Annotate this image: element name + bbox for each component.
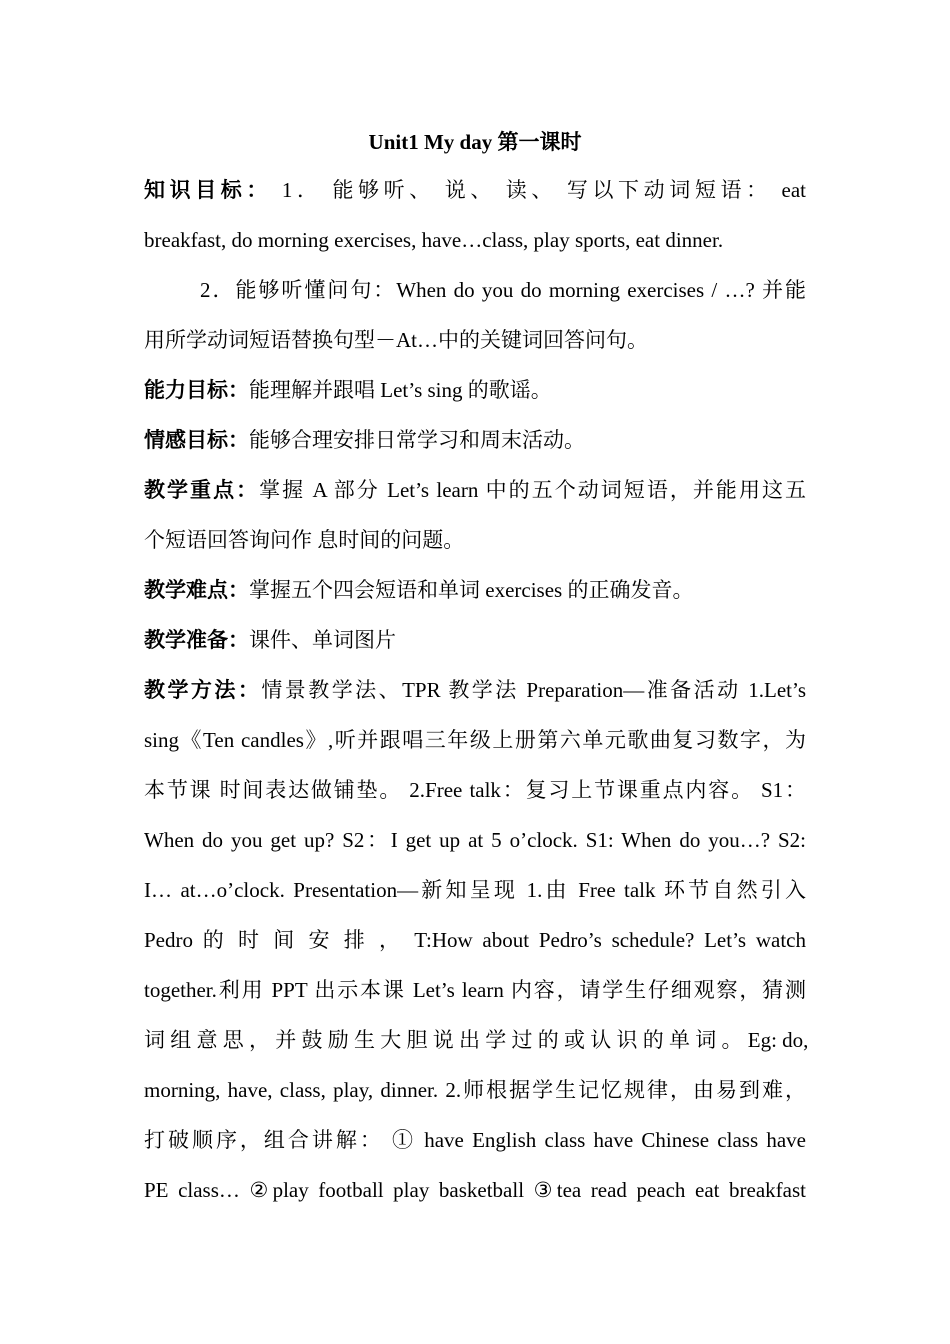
text-line-knowledge-goal	[144, 174, 806, 206]
text-line: When do you get up? S2：I get up at 5 o’clock. S1: When do you…? S2:	[144, 828, 806, 852]
line-text: 掌握五个四会短语和单词 exercises 的正确发音。	[249, 578, 694, 602]
label-methods: 教学方法：	[144, 678, 262, 702]
text-line: 用所学动词短语替换句型－At…中的关键词回答问句。	[144, 328, 648, 352]
text-line: Pedro 的 时 间 安 排 ， T:How about Pedro’s schedule? Let’s watch	[144, 928, 806, 952]
label-knowledge-goal: 知识目标：	[144, 178, 273, 202]
line-text: 课件、单词图片	[249, 628, 396, 652]
label-emotion-goal: 情感目标：	[144, 428, 249, 452]
line-text: 情景教学法、TPR 教学法 Preparation—准备活动 1.Let’s	[261, 678, 806, 702]
line-text: 1． 能够听、 说、 读、 写以下动词短语： eat	[272, 178, 807, 202]
text-line-difficulties	[144, 574, 806, 606]
text-line: together.利用 PPT 出示本课 Let’s learn 内容，请学生仔细观察，猜测	[144, 978, 806, 1002]
text-line: morning, have, class, play, dinner. 2.师根据学生记忆规律，由易到难，	[144, 1078, 806, 1102]
text-line: I… at…o’clock. Presentation—新知呈现 1.由 Free talk 环节自然引入	[144, 878, 806, 902]
text-line: 打破顺序，组合讲解： ① have English class have Chinese class have	[144, 1128, 806, 1152]
label-difficulties: 教学难点：	[144, 578, 249, 602]
label-ability-goal: 能力目标：	[144, 378, 249, 402]
text-line: 个短语回答询问作 息时间的问题。	[144, 528, 465, 552]
label-preparation: 教学准备：	[144, 628, 249, 652]
text-line-methods	[144, 674, 806, 706]
text-line: sing《Ten candles》,听并跟唱三年级上册第六单元歌曲复习数字，为	[144, 728, 806, 752]
text-line-emotion-goal	[144, 424, 806, 456]
text-line-preparation	[144, 624, 806, 656]
text-line: 词 组 意 思 ， 并 鼓 励 生 大 胆 说 出 学 过 的 或 认 识 的 单 词 。 Eg: do,	[144, 1028, 809, 1052]
text-line-key-points	[144, 474, 806, 506]
text-line: PE class… ②play football play basketball ③tea read peach eat breakfast	[144, 1178, 806, 1202]
line-text: 掌握 A 部分 Let’s learn 中的五个动词短语，并能用这五	[259, 478, 807, 502]
line-text: 能够合理安排日常学习和周末活动。	[249, 428, 585, 452]
text-line-ability-goal	[144, 374, 806, 406]
text-line: 2．能够听懂问句：When do you do morning exercises / …? 并能	[200, 278, 806, 302]
line-text: 能理解并跟唱 Let’s sing 的歌谣。	[249, 378, 552, 402]
text-line: breakfast, do morning exercises, have…class, play sports, eat dinner.	[144, 228, 724, 252]
text-line: 本节课 时间表达做铺垫。 2.Free talk：复习上节课重点内容。 S1：	[144, 778, 806, 802]
page-title: Unit1 My day 第一课时	[368, 130, 582, 154]
label-key-points: 教学重点：	[144, 478, 260, 502]
